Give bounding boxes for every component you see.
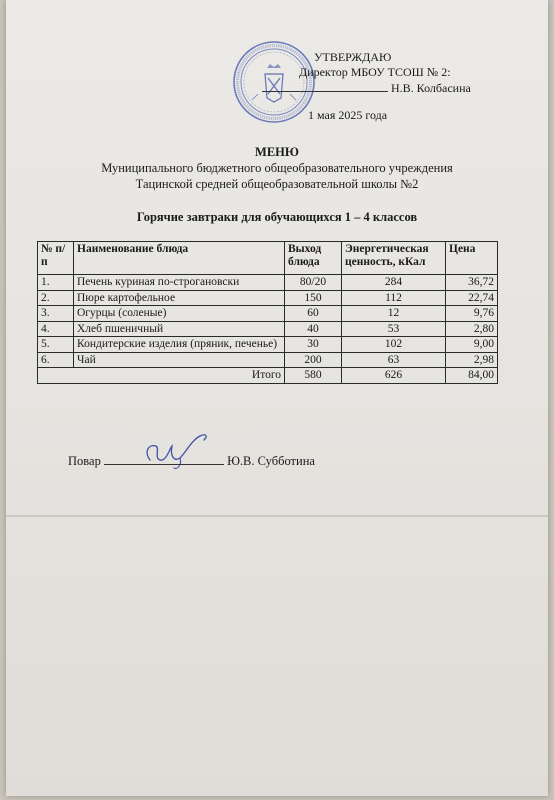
cook-name: Ю.В. Субботина	[227, 454, 315, 468]
row-number: 1.	[38, 275, 74, 291]
row-dish: Кондитерские изделия (пряник, печенье)	[74, 337, 285, 353]
row-price: 22,74	[446, 290, 498, 306]
document-title: МЕНЮ	[255, 145, 299, 159]
approval-signature-blank	[262, 80, 388, 92]
total-output: 580	[285, 368, 342, 384]
total-price: 84,00	[446, 368, 498, 384]
row-dish: Огурцы (соленые)	[74, 306, 285, 322]
total-label: Итого	[38, 368, 285, 384]
row-energy: 112	[342, 290, 446, 306]
header-dish: Наименование блюда	[74, 242, 285, 275]
menu-subtitle: Горячие завтраки для обучающихся 1 – 4 классов	[136, 210, 418, 224]
row-price: 2,98	[446, 352, 498, 368]
approval-date: 1 мая 2025 года	[308, 108, 388, 122]
paper-fold	[6, 515, 548, 517]
cook-signature-line	[68, 453, 315, 469]
row-output: 200	[285, 352, 342, 368]
row-output: 30	[285, 337, 342, 353]
approval-name: Н.В. Колбасина	[391, 81, 471, 95]
row-price: 9,76	[446, 306, 498, 322]
table-header-row	[38, 242, 498, 275]
table-row	[38, 321, 498, 337]
approval-role: Директор МБОУ ТСОШ № 2:	[299, 65, 451, 79]
row-output: 60	[285, 306, 342, 322]
table-row	[38, 275, 498, 291]
row-number: 3.	[38, 306, 74, 322]
header-number: № п/п	[38, 242, 74, 275]
table-total-row	[38, 368, 498, 384]
row-number: 4.	[38, 321, 74, 337]
table-row	[38, 352, 498, 368]
table-row	[38, 337, 498, 353]
row-number: 2.	[38, 290, 74, 306]
row-dish: Чай	[74, 352, 285, 368]
row-energy: 63	[342, 352, 446, 368]
organization-line-2: Тацинской средней общеобразовательной школы №2	[135, 177, 419, 191]
row-energy: 12	[342, 306, 446, 322]
header-price: Цена	[446, 242, 498, 275]
row-dish: Хлеб пшеничный	[74, 321, 285, 337]
row-price: 9,00	[446, 337, 498, 353]
approval-title: УТВЕРЖДАЮ	[314, 50, 392, 64]
row-price: 2,80	[446, 321, 498, 337]
row-energy: 53	[342, 321, 446, 337]
menu-table	[37, 241, 498, 384]
row-dish: Печень куриная по-строгановски	[74, 275, 285, 291]
header-energy: Энергетическая ценность, кКал	[342, 242, 446, 275]
table-row	[38, 290, 498, 306]
row-output: 40	[285, 321, 342, 337]
approval-signature-line	[262, 80, 471, 96]
row-output: 150	[285, 290, 342, 306]
cook-signature-blank	[104, 453, 224, 465]
organization-line-1: Муниципального бюджетного общеобразовательного учреждения	[101, 161, 453, 175]
row-output: 80/20	[285, 275, 342, 291]
total-energy: 626	[342, 368, 446, 384]
row-dish: Пюре картофельное	[74, 290, 285, 306]
table-row	[38, 306, 498, 322]
row-number: 5.	[38, 337, 74, 353]
row-energy: 102	[342, 337, 446, 353]
cook-role: Повар	[68, 454, 101, 468]
row-price: 36,72	[446, 275, 498, 291]
header-output: Выход блюда	[285, 242, 342, 275]
row-energy: 284	[342, 275, 446, 291]
row-number: 6.	[38, 352, 74, 368]
